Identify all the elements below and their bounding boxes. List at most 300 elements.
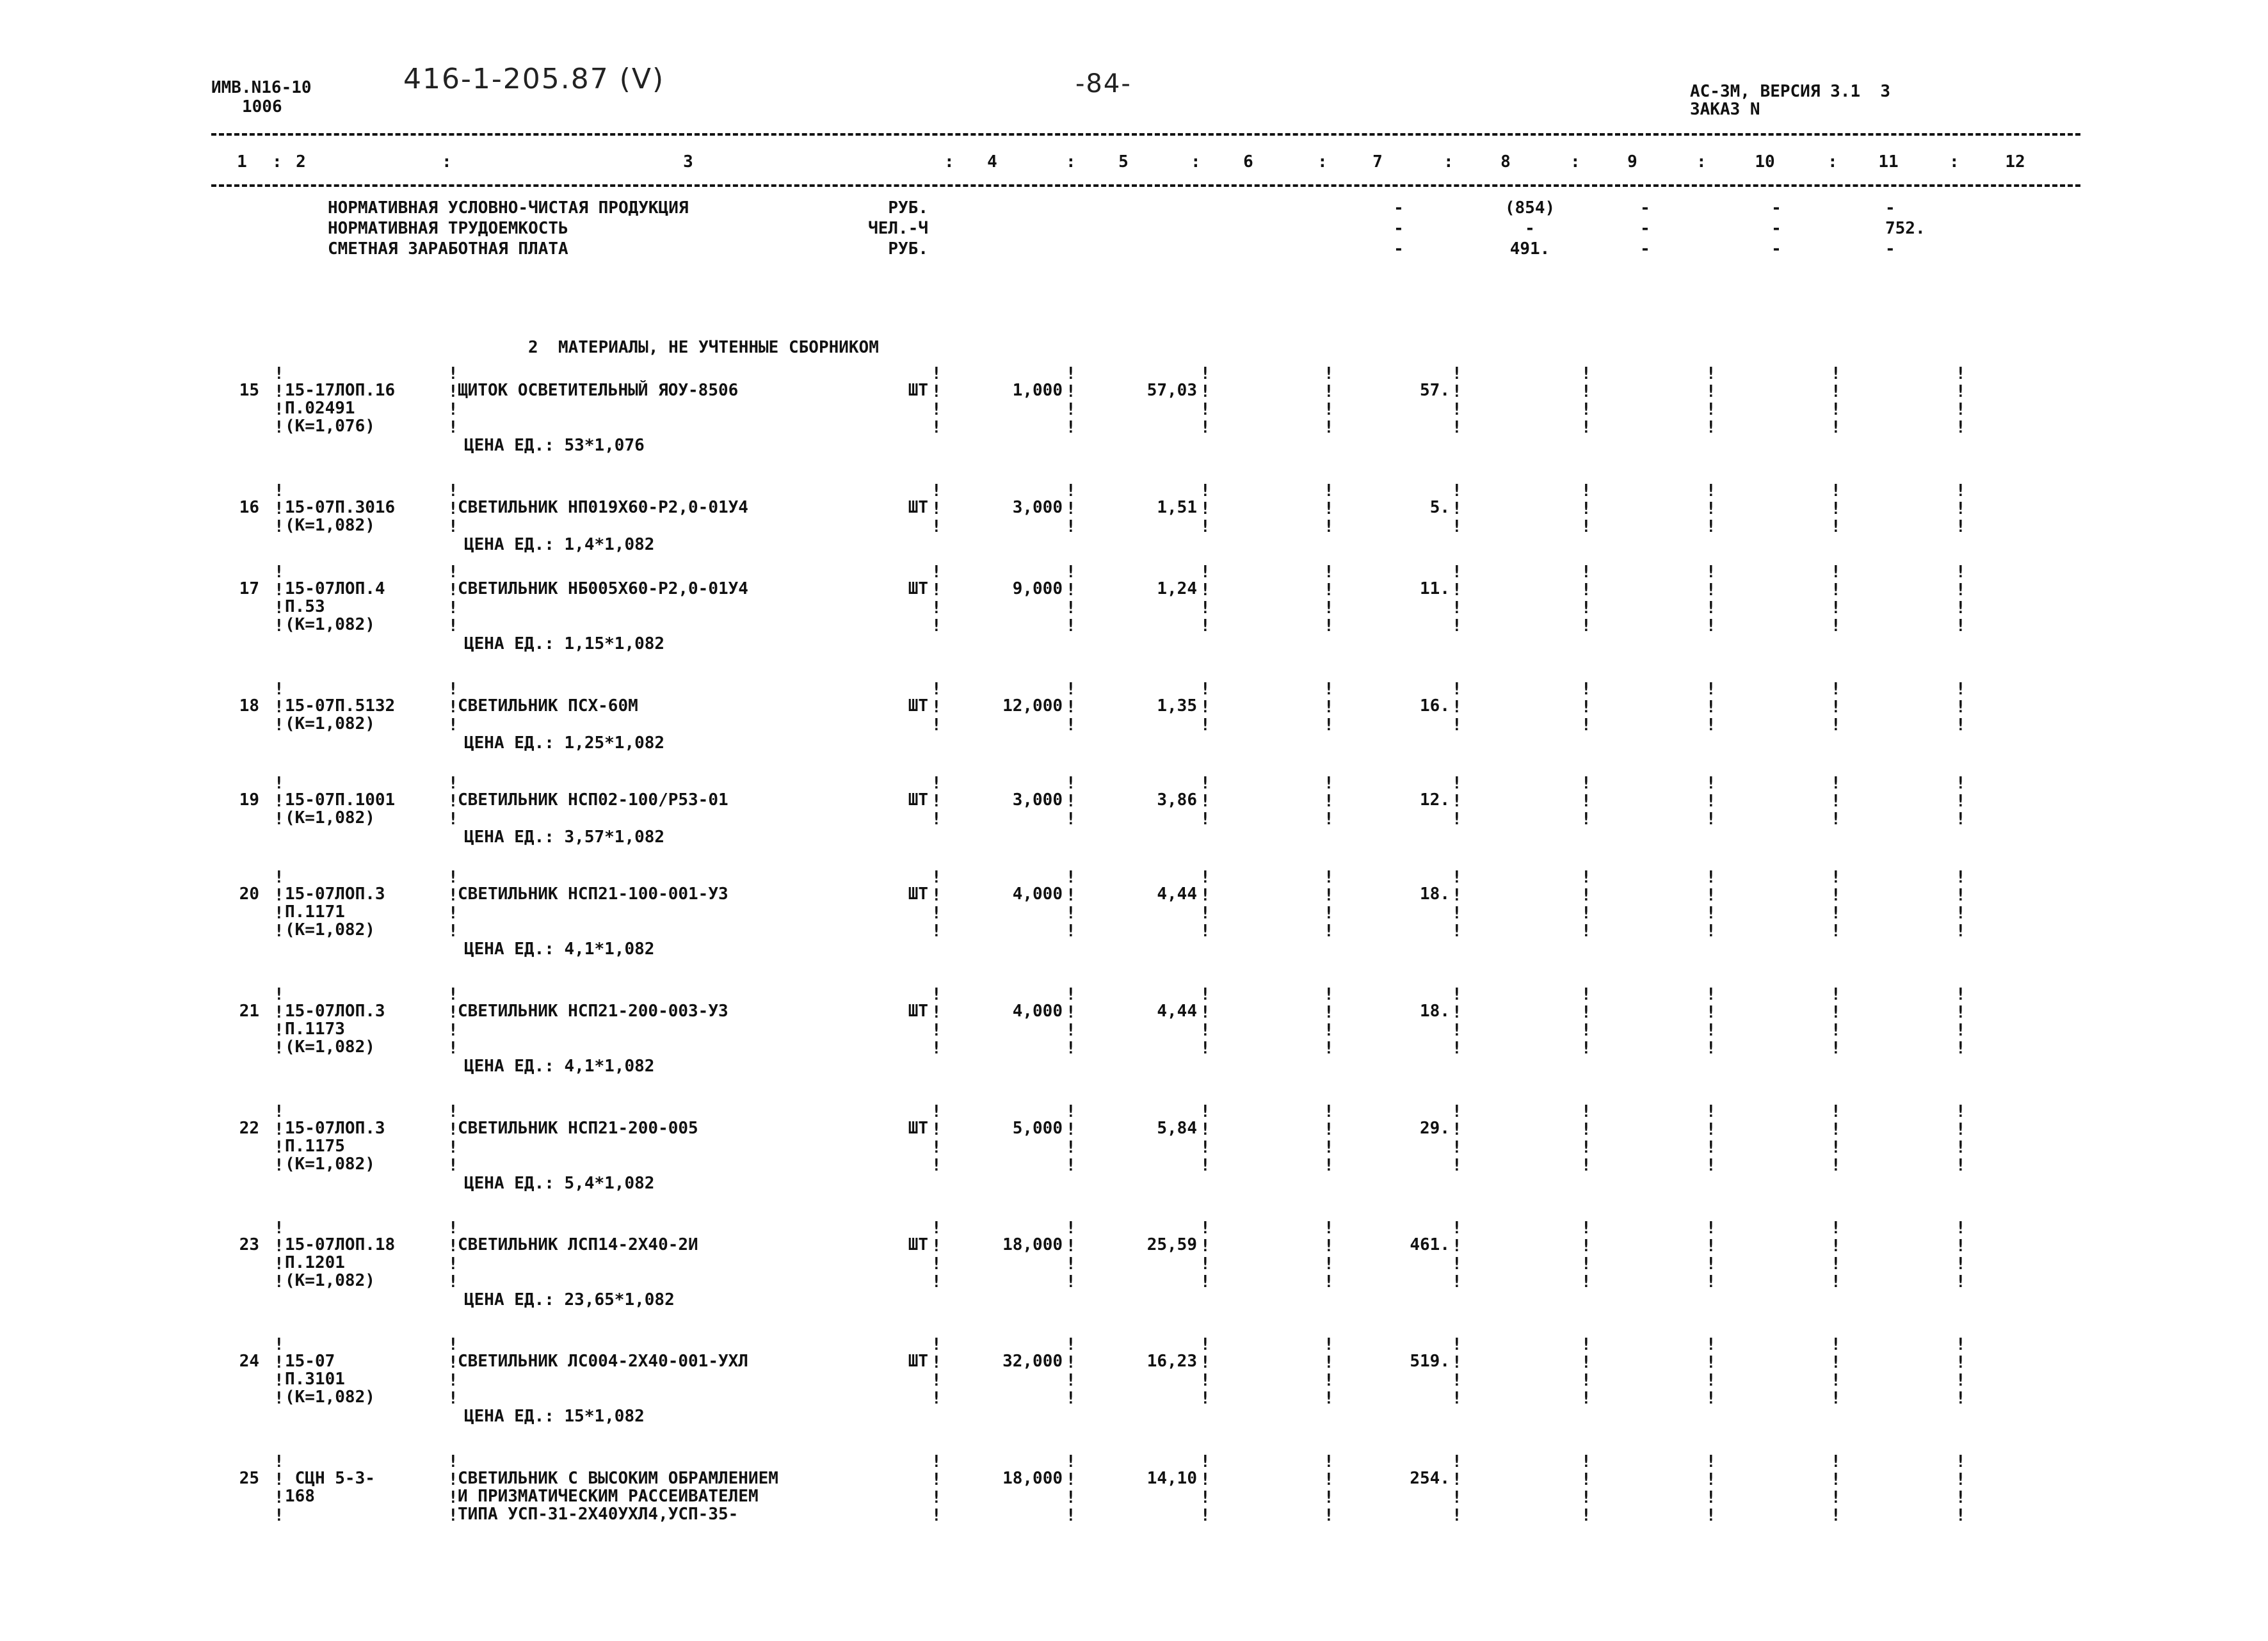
column-separator: !: [1706, 499, 1716, 518]
row-price-note: ЦЕНА ЕД.: 3,57*1,082: [464, 828, 665, 847]
page-number: -84-: [1075, 69, 1132, 99]
column-separator: !: [1066, 1389, 1076, 1408]
column-separator: !: [1706, 1138, 1716, 1157]
column-separator: !: [1452, 985, 1462, 1004]
column-separator: !: [1706, 598, 1716, 618]
row-code: (К=1,082): [285, 920, 375, 940]
column-separator: !: [1324, 481, 1334, 500]
column-separator: !: [1452, 1120, 1462, 1139]
column-separator: !: [1956, 1219, 1966, 1238]
column-separator: !: [448, 598, 458, 618]
column-separator: !: [1324, 616, 1334, 636]
row-quantity: 4,000: [1012, 1002, 1063, 1021]
column-separator: !: [1200, 517, 1210, 536]
column-separator: !: [448, 400, 458, 419]
column-separator: !: [1066, 382, 1076, 401]
column-separator: !: [274, 1506, 284, 1525]
row-number: 17: [239, 579, 259, 598]
row-unit-price: 5,84: [1157, 1119, 1197, 1138]
column-separator: !: [1324, 1353, 1334, 1372]
column-separator: !: [448, 868, 458, 887]
column-separator: !: [931, 1138, 942, 1157]
column-separator: !: [1452, 1353, 1462, 1372]
column-separator: !: [448, 616, 458, 636]
column-separator: !: [1066, 1452, 1076, 1471]
column-separator: !: [1956, 1254, 1966, 1274]
column-separator: :: [1444, 152, 1454, 172]
column-separator: !: [1581, 1389, 1591, 1408]
row-total: 16.: [1420, 696, 1450, 716]
column-separator: !: [1831, 716, 1841, 735]
column-separator: !: [448, 698, 458, 717]
column-separator: !: [1831, 616, 1841, 636]
column-separator: !: [1452, 1138, 1462, 1157]
column-separator: !: [448, 418, 458, 437]
column-separator: !: [448, 1003, 458, 1022]
column-separator: !: [1581, 382, 1591, 401]
column-separator: !: [1956, 774, 1966, 793]
column-separator: !: [1452, 1039, 1462, 1058]
column-separator: !: [1581, 598, 1591, 618]
header-version: АС-3М, ВЕРСИЯ 3.1 3: [1690, 82, 1891, 101]
column-separator: !: [274, 810, 284, 829]
column-separator: !: [274, 616, 284, 636]
column-separator: !: [931, 985, 942, 1004]
column-separator: !: [1200, 922, 1210, 941]
column-separator: !: [1200, 985, 1210, 1004]
row-code: (К=1,082): [285, 808, 375, 828]
row-price-note: ЦЕНА ЕД.: 15*1,082: [464, 1407, 645, 1426]
column-separator: !: [1324, 698, 1334, 717]
column-separator: !: [1452, 1003, 1462, 1022]
row-unit: ШТ: [908, 579, 928, 598]
column-separator: !: [1324, 1335, 1334, 1354]
row-code: 15-07П.5132: [285, 696, 396, 716]
column-separator: !: [1324, 716, 1334, 735]
column-separator: !: [1956, 1488, 1966, 1507]
column-separator: !: [1200, 400, 1210, 419]
column-separator: !: [1956, 792, 1966, 811]
row-name: СВЕТИЛЬНИК НСП21-200-005: [458, 1119, 698, 1138]
column-separator: !: [1324, 364, 1334, 383]
row-name: СВЕТИЛЬНИК НСП21-100-001-У3: [458, 885, 728, 904]
column-separator: !: [1831, 481, 1841, 500]
row-code: 15-07П.3016: [285, 498, 396, 517]
row-name: ТИПА УСП-31-2Х40УХЛ4,УСП-35-: [458, 1505, 739, 1524]
column-separator: !: [1706, 364, 1716, 383]
normative-col8: -: [1525, 219, 1535, 238]
column-header-label: 9: [1627, 152, 1637, 172]
column-header-label: 6: [1243, 152, 1253, 172]
column-separator: !: [1581, 774, 1591, 793]
column-separator: !: [931, 922, 942, 941]
column-separator: !: [1956, 616, 1966, 636]
row-code: (К=1,076): [285, 417, 375, 436]
column-separator: !: [1706, 580, 1716, 600]
column-separator: !: [1581, 904, 1591, 923]
column-separator: !: [448, 810, 458, 829]
column-separator: !: [1066, 1039, 1076, 1058]
normative-col7: -: [1394, 219, 1404, 238]
column-separator: !: [931, 698, 942, 717]
column-separator: !: [931, 1488, 942, 1507]
row-number: 19: [239, 790, 259, 810]
normative-col9: -: [1640, 198, 1650, 218]
column-separator: !: [1200, 886, 1210, 905]
column-separator: !: [1200, 1120, 1210, 1139]
column-separator: !: [1956, 1138, 1966, 1157]
column-separator: !: [1200, 1138, 1210, 1157]
column-separator: !: [931, 810, 942, 829]
column-separator: !: [1066, 1120, 1076, 1139]
column-separator: !: [1831, 680, 1841, 699]
column-separator: !: [1066, 1138, 1076, 1157]
column-separator: !: [1066, 1021, 1076, 1040]
column-separator: :: [1828, 152, 1838, 172]
column-separator: !: [1581, 1371, 1591, 1390]
column-separator: !: [448, 1389, 458, 1408]
column-separator: !: [274, 418, 284, 437]
column-separator: !: [274, 1219, 284, 1238]
column-separator: !: [1200, 616, 1210, 636]
column-separator: !: [931, 1003, 942, 1022]
column-separator: !: [1831, 1102, 1841, 1121]
column-separator: !: [1452, 774, 1462, 793]
row-total: 18.: [1420, 1002, 1450, 1021]
column-separator: !: [274, 1102, 284, 1121]
column-separator: !: [1452, 481, 1462, 500]
column-separator: !: [1581, 1488, 1591, 1507]
column-separator: !: [931, 716, 942, 735]
column-separator: !: [448, 1470, 458, 1489]
row-quantity: 9,000: [1012, 579, 1063, 598]
column-separator: !: [1706, 1219, 1716, 1238]
column-separator: !: [1706, 1335, 1716, 1354]
column-header-label: 5: [1118, 152, 1129, 172]
column-separator: !: [931, 563, 942, 582]
row-total: 254.: [1410, 1469, 1450, 1488]
column-separator: !: [1956, 1003, 1966, 1022]
column-separator: !: [1452, 382, 1462, 401]
column-separator: !: [448, 1371, 458, 1390]
column-separator: !: [1956, 868, 1966, 887]
column-separator: !: [931, 1389, 942, 1408]
column-separator: !: [1066, 1371, 1076, 1390]
column-separator: !: [1706, 1120, 1716, 1139]
column-separator: !: [1324, 1389, 1334, 1408]
column-separator: !: [1581, 1237, 1591, 1256]
column-separator: !: [448, 904, 458, 923]
column-separator: !: [1324, 1021, 1334, 1040]
column-separator: !: [1706, 1021, 1716, 1040]
column-separator: !: [448, 1353, 458, 1372]
column-separator: !: [448, 1039, 458, 1058]
column-separator: !: [1831, 1272, 1841, 1292]
column-separator: !: [931, 1506, 942, 1525]
column-separator: !: [1324, 499, 1334, 518]
column-separator: !: [448, 499, 458, 518]
row-unit: ШТ: [908, 498, 928, 517]
column-separator: !: [1831, 698, 1841, 717]
column-separator: !: [931, 382, 942, 401]
column-separator: !: [1452, 1156, 1462, 1175]
column-separator: !: [1956, 716, 1966, 735]
column-separator: !: [1831, 868, 1841, 887]
column-separator: !: [1581, 1120, 1591, 1139]
column-separator: !: [1706, 1039, 1716, 1058]
column-separator: !: [274, 792, 284, 811]
column-separator: !: [1831, 1470, 1841, 1489]
column-separator: !: [931, 580, 942, 600]
row-unit-price: 57,03: [1146, 381, 1197, 400]
column-separator: !: [1452, 364, 1462, 383]
column-separator: !: [274, 1156, 284, 1175]
column-separator: !: [1706, 985, 1716, 1004]
column-separator: !: [1452, 680, 1462, 699]
column-separator: !: [931, 481, 942, 500]
row-price-note: ЦЕНА ЕД.: 1,4*1,082: [464, 535, 655, 554]
column-separator: !: [1200, 481, 1210, 500]
column-separator: :: [1570, 152, 1580, 172]
column-separator: !: [1706, 904, 1716, 923]
column-separator: !: [1452, 1389, 1462, 1408]
column-separator: !: [1066, 810, 1076, 829]
column-separator: !: [1581, 481, 1591, 500]
column-separator: !: [1066, 499, 1076, 518]
column-separator: !: [1706, 1506, 1716, 1525]
column-separator: !: [274, 1353, 284, 1372]
column-separator: !: [1706, 1272, 1716, 1292]
column-separator: !: [1706, 563, 1716, 582]
column-separator: !: [1956, 1102, 1966, 1121]
column-separator: !: [1831, 1120, 1841, 1139]
column-separator: !: [1581, 580, 1591, 600]
column-separator: !: [274, 680, 284, 699]
header-year: 1006: [242, 97, 282, 116]
column-separator: !: [274, 922, 284, 941]
column-separator: !: [1956, 1039, 1966, 1058]
column-separator: !: [1452, 1254, 1462, 1274]
column-separator: !: [274, 382, 284, 401]
column-separator: !: [1200, 716, 1210, 735]
column-separator: !: [1452, 400, 1462, 419]
column-separator: !: [1956, 517, 1966, 536]
column-separator: !: [931, 1353, 942, 1372]
row-code: 15-07ЛОП.4: [285, 579, 385, 598]
column-separator: !: [1066, 1003, 1076, 1022]
column-separator: :: [1696, 152, 1707, 172]
row-code: 15-17ЛОП.16: [285, 381, 396, 400]
column-separator: !: [1956, 1353, 1966, 1372]
column-separator: !: [274, 598, 284, 618]
column-separator: !: [1200, 418, 1210, 437]
normative-label: НОРМАТИВНАЯ ТРУДОЕМКОСТЬ: [328, 219, 568, 238]
column-separator: !: [1706, 418, 1716, 437]
row-price-note: ЦЕНА ЕД.: 23,65*1,082: [464, 1290, 675, 1309]
column-separator: !: [1581, 985, 1591, 1004]
row-number: 15: [239, 381, 259, 400]
column-separator: !: [1066, 1219, 1076, 1238]
header-order-label: ЗАКАЗ N: [1690, 100, 1760, 119]
column-separator: !: [1452, 418, 1462, 437]
column-separator: !: [1956, 1506, 1966, 1525]
column-separator: :: [1949, 152, 1959, 172]
column-separator: !: [1200, 1452, 1210, 1471]
normative-col10: -: [1771, 239, 1781, 259]
column-header-label: 8: [1500, 152, 1511, 172]
column-separator: !: [274, 1371, 284, 1390]
column-separator: !: [1581, 364, 1591, 383]
row-quantity: 1,000: [1012, 381, 1063, 400]
column-separator: !: [448, 886, 458, 905]
handwritten-project-code: 416-1-205.87 (V): [403, 63, 665, 95]
column-separator: !: [1200, 1506, 1210, 1525]
column-separator: !: [931, 1452, 942, 1471]
column-separator: !: [1324, 382, 1334, 401]
row-code: (К=1,082): [285, 1155, 375, 1174]
column-separator: !: [1831, 1335, 1841, 1354]
column-separator: !: [1581, 563, 1591, 582]
column-separator: !: [1831, 517, 1841, 536]
header-org-code: ИМВ.N16-10: [211, 78, 312, 97]
column-separator: !: [1706, 1389, 1716, 1408]
column-separator: !: [1706, 716, 1716, 735]
column-separator: !: [1066, 1156, 1076, 1175]
row-name: ЩИТОК ОСВЕТИТЕЛЬНЫЙ ЯОУ-8506: [458, 381, 739, 400]
column-separator: !: [448, 1272, 458, 1292]
column-separator: !: [1831, 1237, 1841, 1256]
column-separator: !: [1066, 517, 1076, 536]
column-separator: !: [1324, 680, 1334, 699]
column-separator: !: [448, 716, 458, 735]
row-unit: ШТ: [908, 381, 928, 400]
column-separator: !: [448, 1021, 458, 1040]
normative-unit: РУБ.: [888, 198, 928, 218]
column-separator: !: [1956, 499, 1966, 518]
row-unit-price: 1,35: [1157, 696, 1197, 716]
column-separator: !: [1452, 1371, 1462, 1390]
column-separator: !: [931, 904, 942, 923]
column-separator: !: [1200, 1272, 1210, 1292]
column-separator: !: [1324, 563, 1334, 582]
row-total: 461.: [1410, 1235, 1450, 1254]
row-name: СВЕТИЛЬНИК НСП21-200-003-У3: [458, 1002, 728, 1021]
column-separator: !: [1200, 1102, 1210, 1121]
column-separator: !: [1706, 1237, 1716, 1256]
column-separator: !: [1324, 1102, 1334, 1121]
column-separator: !: [448, 792, 458, 811]
column-separator: !: [274, 904, 284, 923]
column-separator: !: [1956, 598, 1966, 618]
column-separator: !: [448, 1120, 458, 1139]
column-separator: !: [1066, 1488, 1076, 1507]
column-separator: !: [1831, 792, 1841, 811]
column-separator: !: [1066, 922, 1076, 941]
column-separator: !: [1200, 774, 1210, 793]
row-unit: ШТ: [908, 696, 928, 716]
column-separator: :: [1066, 152, 1076, 172]
column-header-label: 2: [296, 152, 306, 172]
column-separator: !: [1831, 1452, 1841, 1471]
column-separator: !: [1706, 680, 1716, 699]
column-separator: !: [448, 1254, 458, 1274]
column-separator: !: [1066, 1254, 1076, 1274]
normative-col7: -: [1394, 198, 1404, 218]
column-separator: !: [1581, 616, 1591, 636]
column-separator: !: [1324, 1452, 1334, 1471]
column-separator: !: [1200, 1039, 1210, 1058]
row-number: 22: [239, 1119, 259, 1138]
column-separator: !: [1706, 616, 1716, 636]
row-unit-price: 4,44: [1157, 1002, 1197, 1021]
row-price-note: ЦЕНА ЕД.: 4,1*1,082: [464, 940, 655, 959]
row-name: СВЕТИЛЬНИК ЛСП14-2Х40-2И: [458, 1235, 698, 1254]
column-separator: !: [448, 774, 458, 793]
column-separator: !: [1706, 774, 1716, 793]
row-code: П.53: [285, 597, 325, 616]
column-separator: !: [1831, 1353, 1841, 1372]
row-total: 5.: [1429, 498, 1450, 517]
column-separator: !: [1956, 382, 1966, 401]
column-separator: !: [1706, 1003, 1716, 1022]
row-code: П.3101: [285, 1370, 345, 1389]
row-unit-price: 14,10: [1146, 1469, 1197, 1488]
row-unit: ШТ: [908, 1352, 928, 1371]
header-rule-top: [211, 133, 2080, 136]
column-separator: !: [1452, 616, 1462, 636]
column-separator: !: [1706, 1470, 1716, 1489]
column-separator: !: [274, 1039, 284, 1058]
row-name: СВЕТИЛЬНИК НСП02-100/Р53-01: [458, 790, 728, 810]
column-separator: !: [1581, 418, 1591, 437]
column-separator: !: [931, 418, 942, 437]
row-number: 24: [239, 1352, 259, 1371]
column-separator: !: [1066, 1272, 1076, 1292]
column-separator: !: [1956, 400, 1966, 419]
row-code: 15-07ЛОП.18: [285, 1235, 396, 1254]
column-separator: !: [1831, 886, 1841, 905]
column-separator: !: [931, 792, 942, 811]
column-separator: !: [1831, 418, 1841, 437]
column-separator: !: [448, 922, 458, 941]
column-separator: !: [1452, 868, 1462, 887]
row-total: 519.: [1410, 1352, 1450, 1371]
row-unit-price: 4,44: [1157, 885, 1197, 904]
column-separator: !: [1066, 698, 1076, 717]
row-number: 25: [239, 1469, 259, 1488]
column-separator: !: [1452, 1335, 1462, 1354]
column-separator: !: [1706, 481, 1716, 500]
column-separator: !: [274, 985, 284, 1004]
row-name: СВЕТИЛЬНИК ЛС004-2Х40-001-УХЛ: [458, 1352, 748, 1371]
column-separator: !: [1324, 886, 1334, 905]
row-total: 11.: [1420, 579, 1450, 598]
column-separator: !: [1324, 1237, 1334, 1256]
column-separator: !: [1581, 1039, 1591, 1058]
column-separator: !: [1831, 1003, 1841, 1022]
row-code: П.1171: [285, 902, 345, 922]
column-separator: !: [1200, 1335, 1210, 1354]
column-separator: !: [1066, 1470, 1076, 1489]
column-header-label: 7: [1372, 152, 1383, 172]
column-separator: !: [1066, 616, 1076, 636]
column-separator: !: [1706, 1488, 1716, 1507]
column-separator: !: [1831, 1389, 1841, 1408]
column-separator: !: [1706, 400, 1716, 419]
column-separator: :: [1317, 152, 1328, 172]
row-unit-price: 1,24: [1157, 579, 1197, 598]
column-separator: !: [1956, 1335, 1966, 1354]
